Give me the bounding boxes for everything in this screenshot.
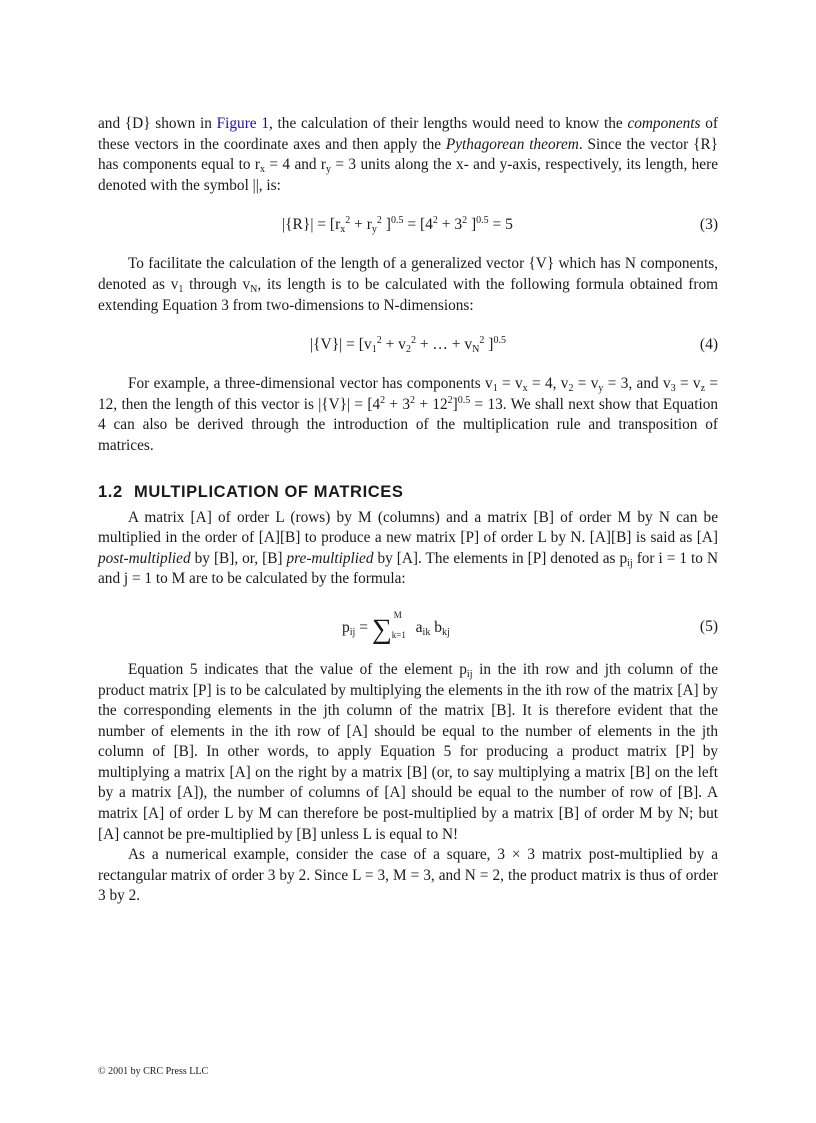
- paragraph-numerical-example: As a numerical example, consider the case of a square, 3 × 3 matrix post-multiplied by a rectangular matrix of order 3 by 2. Since L = 3, M = 3, and N = 2, the product matrix is thus of order 3 by 2.: [98, 846, 718, 905]
- equation-3: $|\{R\}| = [r_x^2 + r_y^2$ ]$^{0.5} = [4^2 + 3^2$ ]$^{0.5}$ = 5 (3): [282, 215, 718, 236]
- equation-4: $|\{V\}| = [v_1^2 + v_2^2$ + … + $v_N^2$ ]$^{0.5}$ (4): [310, 335, 718, 356]
- page-content: [98, 114, 718, 907]
- paragraph-example: For example, a three-dimensional vector has components $v_1 = v_x = 4$, $v_2 = v_y = 3$, and $v_3 = v_z = 12$, then the length of this vector is $|\{V\}| = [4^2 + 3^2 + 12^2]^{0.5} = 13$. We shall next show that Equation 4 can also be derived through the introduction of the multiplication rule and transposition of matrices.: [98, 375, 718, 454]
- paragraph-multiplication: A matrix [A] of order L (rows) by M (columns) and a matrix [B] of order M by N can be multiplied in the order of [A][B] to produce a new matrix [P] of order L by N. [A][B] is said as [A] post-multiplied by [B], or, [B] pre-multiplied by [A]. The elements in [P] denoted as $p_{ij}$ for i = 1 to N and j = 1 to M are to be calculated by the formula:: [98, 508, 718, 588]
- figure-1-link[interactable]: Figure 1: [216, 115, 269, 132]
- equation-4-number: (4): [699, 336, 718, 354]
- paragraph-intro: and {D} shown in Figure 1, the calculation of their lengths would need to know the components of these vectors in the coordinate axes and then apply the Pythagorean theorem. Since the vector {R} has components equal to $r_x = 4$ and $r_y = 3$ units along the x- and y-axis, respectively, its length, here denoted with the symbol ||, is:: [98, 115, 719, 194]
- section-heading: 1.2 MULTIPLICATION OF MATRICES: [98, 482, 404, 501]
- paragraph-equation5-explanation: Equation 5 indicates that the value of the element $p_{ij}$ in the ith row and jth column of the product matrix [P] is to be calculated by multiplying the elements in the ith row of the matrix [A] by the corresponding elements in the jth column of the matrix [B]. It is therefore evident that the number of elements in the ith row of [A] should be equal to the number of elements in the jth column of [B]. In other words, to apply Equation 5 for producing a product matrix [P] by multiplying a matrix [A] on the right by a matrix [B] (or, to say multiplying a matrix [B] on the left by a matrix [A]), the number of columns of [A] should be equal to the number of row of [B]. A matrix [A] of order L by M can therefore be post-multiplied by a matrix [B] of order M by N; but [A] cannot be pre-multiplied by [B] unless L is equal to N!: [98, 660, 718, 843]
- paragraph-generalized: To facilitate the calculation of the length of a generalized vector {V} which has N components, denoted as $v_1$ through $v_N$, its length is to be calculated with the following formula obtained from extending Equation 3 from two-dimensions to N-dimensions:: [98, 255, 718, 314]
- equation-5: $p_{ij}$ = ∑ M k=1 $a_{ik}$ $b_{kj}$ (5): [342, 609, 718, 645]
- equation-5-number: (5): [699, 617, 718, 635]
- copyright-footer: © 2001 by CRC Press LLC: [98, 1066, 209, 1077]
- equation-3-number: (3): [699, 216, 718, 234]
